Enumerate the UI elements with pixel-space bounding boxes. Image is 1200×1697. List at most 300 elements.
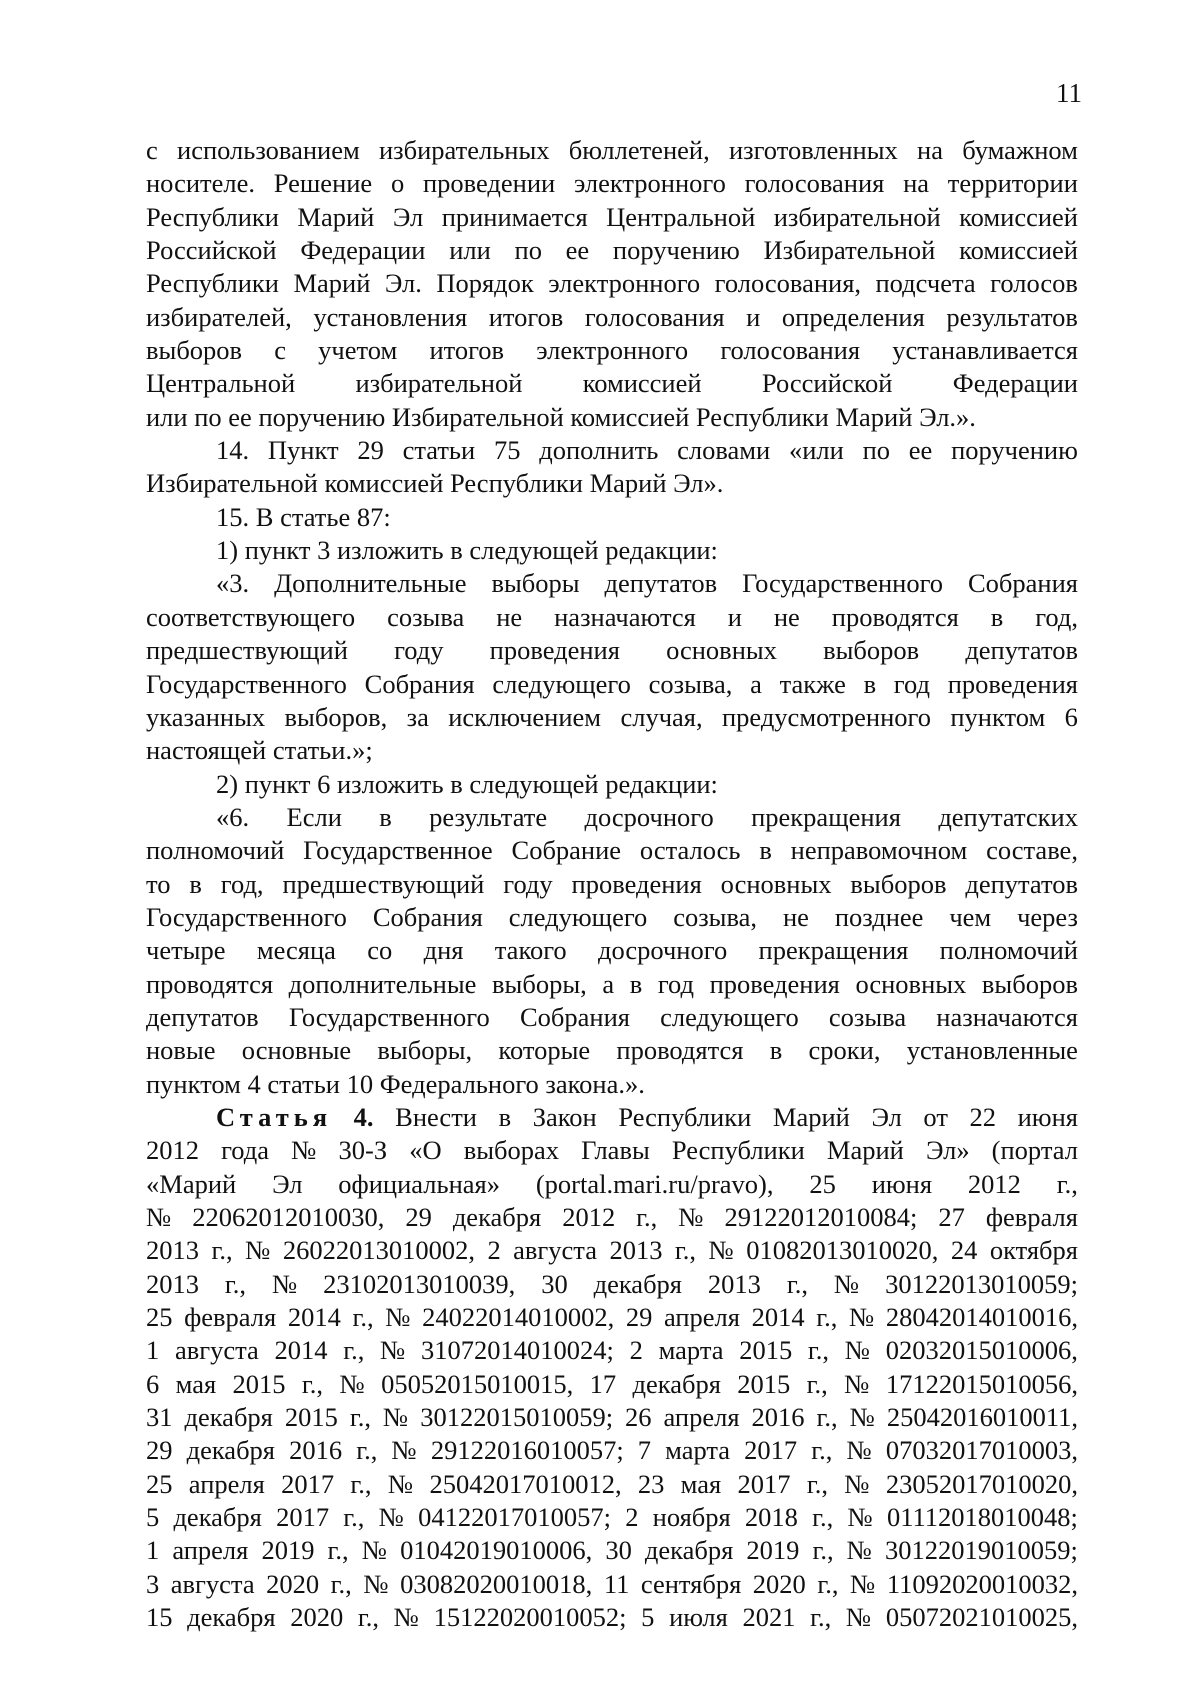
word: 6: [317, 768, 331, 799]
word: г.,: [356, 1435, 378, 1466]
word: г.,: [812, 1502, 834, 1533]
word: исключением: [448, 701, 602, 732]
word: а: [750, 668, 762, 699]
word: по: [862, 435, 891, 466]
text-line: [146, 1134, 1078, 1167]
word: пунктом: [146, 1068, 241, 1099]
word: декабря: [186, 1435, 275, 1466]
word: 2012: [562, 1202, 616, 1232]
text-line: [146, 1501, 1078, 1534]
word: году: [503, 868, 553, 899]
word: г.,: [806, 1368, 828, 1399]
word: г.,: [816, 1402, 838, 1433]
word: 2013: [707, 1268, 761, 1299]
word: через: [1017, 901, 1078, 932]
word: проведения: [489, 635, 620, 666]
word: 03082020010018,: [400, 1568, 593, 1599]
word: Федерального: [379, 1068, 539, 1099]
word: г.,: [349, 1402, 371, 1433]
word: Эл.: [384, 268, 422, 299]
word: (портал: [991, 1135, 1078, 1166]
word: четыре: [146, 935, 226, 966]
word: 5: [641, 1602, 655, 1633]
word: 25042017010012,: [429, 1468, 622, 1499]
word: г.,: [224, 1268, 247, 1299]
word: августа: [513, 1235, 597, 1266]
word: №: [849, 1402, 875, 1433]
word: назначаются: [936, 1001, 1078, 1032]
word: избирательной: [355, 368, 523, 399]
word: 2017: [737, 1468, 791, 1499]
text-line: [146, 1201, 1078, 1234]
word: г.,: [350, 1468, 372, 1499]
word: 87:: [356, 501, 391, 532]
word: созыва,: [673, 901, 758, 932]
word: Государственного: [146, 901, 347, 932]
word: 30-З: [338, 1135, 388, 1166]
text-line: [146, 1534, 1078, 1567]
word: проведения: [947, 668, 1078, 699]
word: 26: [625, 1402, 652, 1433]
word: 11: [603, 1568, 630, 1599]
word: статьи.»;: [272, 735, 373, 766]
word: апреля: [188, 1468, 265, 1499]
word: 01112018010048;: [886, 1502, 1078, 1533]
word: предшествующий: [146, 635, 348, 666]
word: подсчета: [875, 268, 976, 299]
word: бумажном: [962, 135, 1078, 165]
word: 30: [541, 1268, 568, 1299]
word: 2019: [261, 1535, 315, 1566]
word: основные: [241, 1035, 352, 1066]
word: Центральной: [606, 201, 756, 232]
word: В: [255, 501, 274, 532]
word: 30122013010059;: [885, 1268, 1078, 1299]
word: 7: [637, 1435, 652, 1466]
word: 2015: [284, 1402, 338, 1433]
text-line: [146, 234, 1078, 267]
word: проведения: [571, 868, 702, 899]
text-line: [146, 1301, 1078, 1334]
word: созыва: [828, 1001, 907, 1032]
word: 2016: [751, 1402, 805, 1433]
word: г.,: [816, 1302, 838, 1333]
word: о: [390, 168, 405, 199]
word: пункт: [244, 535, 311, 566]
word: г.,: [327, 1535, 349, 1566]
word: официальная»: [338, 1168, 500, 1199]
word: 29: [357, 435, 384, 466]
word: дополнить: [539, 435, 659, 466]
word: и: [727, 601, 742, 632]
word: принимается: [441, 201, 588, 232]
word: г.,: [806, 1468, 828, 1499]
word: составе,: [986, 835, 1078, 866]
word: декабря: [184, 1402, 273, 1433]
word: итогов: [488, 301, 564, 332]
word: декабря: [593, 1268, 682, 1299]
word: марта: [665, 1435, 731, 1466]
word: с: [274, 335, 286, 366]
word: предусмотренного: [721, 701, 931, 732]
word: в: [450, 768, 463, 799]
word: 25: [146, 1302, 173, 1333]
word: №: [848, 1302, 875, 1333]
word: голосования: [584, 301, 725, 332]
word: Республики: [671, 1135, 805, 1166]
word: 17: [589, 1368, 617, 1399]
word: 2020: [290, 1602, 344, 1633]
word: №: [708, 1235, 734, 1266]
word: итогов: [429, 335, 505, 366]
word: 28042014010016,: [885, 1302, 1078, 1333]
word: 1: [146, 1335, 160, 1366]
text-line: [146, 1368, 1078, 1401]
word: комиссией: [582, 368, 702, 399]
word: дня: [423, 935, 464, 966]
word: Государственного: [288, 1001, 490, 1032]
word: Эл: [871, 1101, 902, 1132]
word: 2020: [752, 1568, 806, 1599]
word: ее: [908, 435, 933, 466]
word: 2013: [146, 1268, 199, 1299]
word: 2017: [744, 1435, 798, 1466]
word: изготовленных: [728, 135, 898, 165]
word: 1): [216, 535, 239, 566]
word: от: [923, 1101, 948, 1132]
word: установления: [313, 301, 468, 332]
word: в: [863, 668, 877, 699]
word: 24: [950, 1235, 978, 1266]
word: июня: [1017, 1101, 1078, 1132]
word: Эл: [272, 1168, 303, 1199]
word: августа: [170, 1568, 255, 1599]
word: №: [678, 1202, 704, 1232]
word: статьи: [267, 1068, 340, 1099]
word: Избирательной: [391, 401, 564, 432]
word: 2013: [609, 1235, 663, 1266]
text-line: [146, 467, 1078, 500]
word: поручению: [258, 401, 386, 432]
word: электронного: [536, 335, 689, 366]
word: 25: [146, 1468, 173, 1499]
word: «О: [409, 1135, 442, 1166]
text-line: [146, 367, 1078, 400]
word: избирательной: [773, 201, 941, 232]
word: месяца: [256, 935, 336, 966]
word: Пункт: [267, 435, 339, 466]
word: августа: [174, 1335, 259, 1366]
word: результате: [429, 801, 548, 832]
word: мая: [175, 1368, 217, 1399]
word: 2016: [289, 1435, 343, 1466]
text-line: [146, 1434, 1078, 1467]
word: в: [769, 1035, 783, 1066]
word: выборов: [146, 335, 243, 366]
word: следующего: [660, 1001, 799, 1032]
word: депутатов: [604, 568, 718, 599]
word: избирателей,: [146, 301, 292, 332]
word: в: [990, 601, 1004, 632]
word: 2018: [744, 1502, 798, 1533]
word: мая: [680, 1468, 722, 1499]
word: №: [361, 1535, 388, 1566]
word: позднее: [834, 901, 924, 932]
text-line: [146, 1334, 1078, 1367]
word: Государственного: [742, 568, 944, 599]
word: комиссией: [570, 401, 690, 432]
word: год,: [220, 868, 264, 899]
word: 24022014010002,: [422, 1302, 615, 1333]
text-line: [146, 1401, 1078, 1434]
text-line: [146, 1034, 1078, 1067]
word: году: [394, 635, 444, 666]
word: Российской: [146, 235, 277, 266]
word: «Марий: [146, 1168, 237, 1199]
word: бюллетеней,: [568, 135, 710, 165]
word: 2014: [274, 1335, 328, 1366]
word: 01042019010006,: [400, 1535, 593, 1566]
word: г.,: [786, 1268, 808, 1299]
word: 01082013010020,: [746, 1235, 939, 1266]
word: ее: [565, 235, 590, 266]
word: депутатов: [146, 1001, 259, 1032]
word: г.,: [812, 1535, 834, 1566]
word: прекращения: [758, 935, 909, 966]
word: Избирательной: [763, 235, 936, 266]
word: «или: [788, 435, 844, 466]
word: Собрания: [364, 668, 475, 699]
word: 2017: [276, 1502, 330, 1533]
word: 4.: [353, 1101, 374, 1132]
word: с: [146, 135, 158, 165]
word: апреля: [663, 1402, 740, 1433]
word: в: [189, 868, 202, 899]
word: 23052017010020,: [885, 1468, 1078, 1499]
word: №: [847, 1502, 873, 1533]
word: проведения: [709, 968, 840, 999]
word: Закон: [532, 1101, 597, 1132]
word: №: [385, 1302, 411, 1333]
word: предшествующий: [282, 868, 485, 899]
word: Марий: [589, 468, 667, 499]
word: созыва,: [648, 668, 733, 699]
text-line: [146, 1468, 1078, 1501]
word: 4: [247, 1068, 261, 1099]
word: Федерации: [300, 235, 426, 266]
text-line: [146, 601, 1078, 634]
word: года: [221, 1135, 270, 1166]
word: Внести: [395, 1101, 477, 1132]
word: 2: [625, 1502, 639, 1533]
word: на: [903, 168, 930, 199]
word: №: [291, 1135, 317, 1166]
word: 15.: [216, 501, 250, 532]
word: 2021: [742, 1602, 796, 1633]
word: основных: [666, 635, 777, 666]
word: выборов: [823, 635, 920, 666]
word: 31072014010024;: [421, 1335, 614, 1366]
word: 2014: [751, 1302, 805, 1333]
word: или: [146, 401, 188, 432]
word: 23: [637, 1468, 665, 1499]
word: полномочий: [939, 935, 1078, 966]
word: по: [194, 401, 222, 432]
word: депутатов: [965, 635, 1078, 666]
word: не: [496, 601, 523, 632]
word: №: [339, 1368, 365, 1399]
word: декабря: [173, 1502, 262, 1533]
word: сентября: [640, 1568, 742, 1599]
word: №: [844, 1335, 871, 1366]
word: г.,: [817, 1568, 839, 1599]
text-line: [146, 1068, 1078, 1101]
word: Республики: [146, 201, 279, 232]
word: №: [844, 1468, 870, 1499]
word: 2013: [146, 1235, 199, 1266]
word: следующей: [469, 768, 599, 799]
word: досрочного: [598, 935, 728, 966]
word: 30122015010059;: [420, 1402, 614, 1433]
text-line: [146, 834, 1078, 867]
word: со: [367, 935, 393, 966]
word: в: [498, 1101, 512, 1132]
word: №: [271, 1268, 298, 1299]
page-number: 11: [1056, 78, 1082, 108]
word: Собрания: [519, 1001, 630, 1032]
text-line: [146, 1101, 1078, 1134]
word: сроки,: [808, 1035, 881, 1066]
word: носителе.: [146, 168, 255, 199]
word: №: [146, 1202, 172, 1232]
word: случая,: [620, 701, 703, 732]
word: 07032017010003,: [885, 1435, 1078, 1466]
word: №: [378, 1502, 404, 1533]
word: «6.: [216, 801, 250, 832]
word: 2015: [232, 1368, 286, 1399]
text-line: [146, 668, 1078, 701]
word: учетом: [318, 335, 398, 366]
word: выборах: [463, 1135, 560, 1166]
word: 22062012010030,: [192, 1202, 385, 1232]
word: на: [917, 135, 943, 165]
word: г.,: [211, 1235, 233, 1266]
word: по: [514, 235, 542, 266]
text-line: [146, 934, 1078, 967]
word: указанных: [146, 701, 266, 732]
word: электронного: [573, 168, 726, 199]
word: Порядок: [436, 268, 534, 299]
text-line: [146, 1568, 1078, 1601]
word: Дополнительные: [274, 568, 467, 599]
word: за: [406, 701, 429, 732]
word: 5: [146, 1502, 160, 1533]
text-line: [146, 134, 1078, 167]
word: 15: [146, 1602, 173, 1633]
word: 05072021010025,: [885, 1602, 1078, 1633]
word: устанавливается: [892, 335, 1078, 366]
word: г.,: [343, 1335, 365, 1366]
text-line: [146, 1601, 1078, 1634]
word: а: [602, 968, 615, 999]
word: апреля: [172, 1535, 249, 1566]
text-line: [146, 701, 1078, 734]
word: Республики: [695, 401, 829, 432]
word: г.,: [1056, 1168, 1078, 1199]
word: 3: [146, 1568, 160, 1599]
word: 2015: [739, 1335, 793, 1366]
word: комиссией: [324, 468, 444, 499]
word: 2): [216, 768, 239, 799]
word: Избирательной: [146, 468, 318, 499]
word: Республики: [146, 268, 279, 299]
word: 30122019010059;: [885, 1535, 1078, 1566]
word: г.,: [810, 1602, 832, 1633]
word: Марий: [293, 268, 371, 299]
word: проведении: [422, 168, 556, 199]
word: дополнительные: [288, 968, 477, 999]
word: 22: [969, 1101, 997, 1132]
word: №: [845, 1602, 872, 1633]
text-line: [146, 901, 1078, 934]
word: год: [893, 668, 930, 699]
word: 6: [1064, 701, 1078, 732]
word: Собрание: [511, 835, 622, 866]
word: год,: [1035, 601, 1078, 632]
word: электронного: [548, 268, 701, 299]
word: «3.: [216, 568, 250, 599]
text-line: [146, 801, 1078, 834]
word: использованием: [177, 135, 360, 165]
word: и: [746, 301, 761, 332]
word: прекращения: [751, 801, 901, 832]
text-line: [146, 201, 1078, 234]
word: изложить: [336, 535, 444, 566]
word: ноября: [652, 1502, 731, 1533]
word: Марий: [826, 1135, 904, 1166]
word: 2: [629, 1335, 643, 1366]
word: 23102013010039,: [323, 1268, 516, 1299]
word: г.,: [301, 1368, 324, 1399]
text-line: [146, 768, 1078, 801]
word: декабря: [187, 1602, 276, 1633]
word: проводятся: [831, 601, 959, 632]
word: 3: [317, 535, 331, 566]
word: осталось: [639, 835, 741, 866]
word: основных: [720, 868, 832, 899]
word: выборов,: [284, 701, 388, 732]
word: №: [833, 1268, 860, 1299]
word: 1: [146, 1535, 160, 1566]
word: г.,: [636, 1202, 658, 1232]
word: комиссией: [959, 235, 1078, 266]
word: не: [782, 901, 809, 932]
word: декабря: [644, 1535, 734, 1566]
word: г.,: [357, 1602, 380, 1633]
word: 2012: [146, 1135, 199, 1166]
word: или: [449, 235, 491, 266]
word: редакции:: [605, 768, 718, 799]
word: Марий: [297, 201, 375, 232]
word: 2: [487, 1235, 501, 1266]
word: июля: [669, 1602, 728, 1633]
word: 11092020010032,: [886, 1568, 1078, 1599]
word: Марий: [772, 1101, 850, 1132]
word: ее: [228, 401, 252, 432]
text-line: [146, 1234, 1078, 1267]
word: полномочий: [146, 835, 285, 866]
text-line: [146, 301, 1078, 334]
